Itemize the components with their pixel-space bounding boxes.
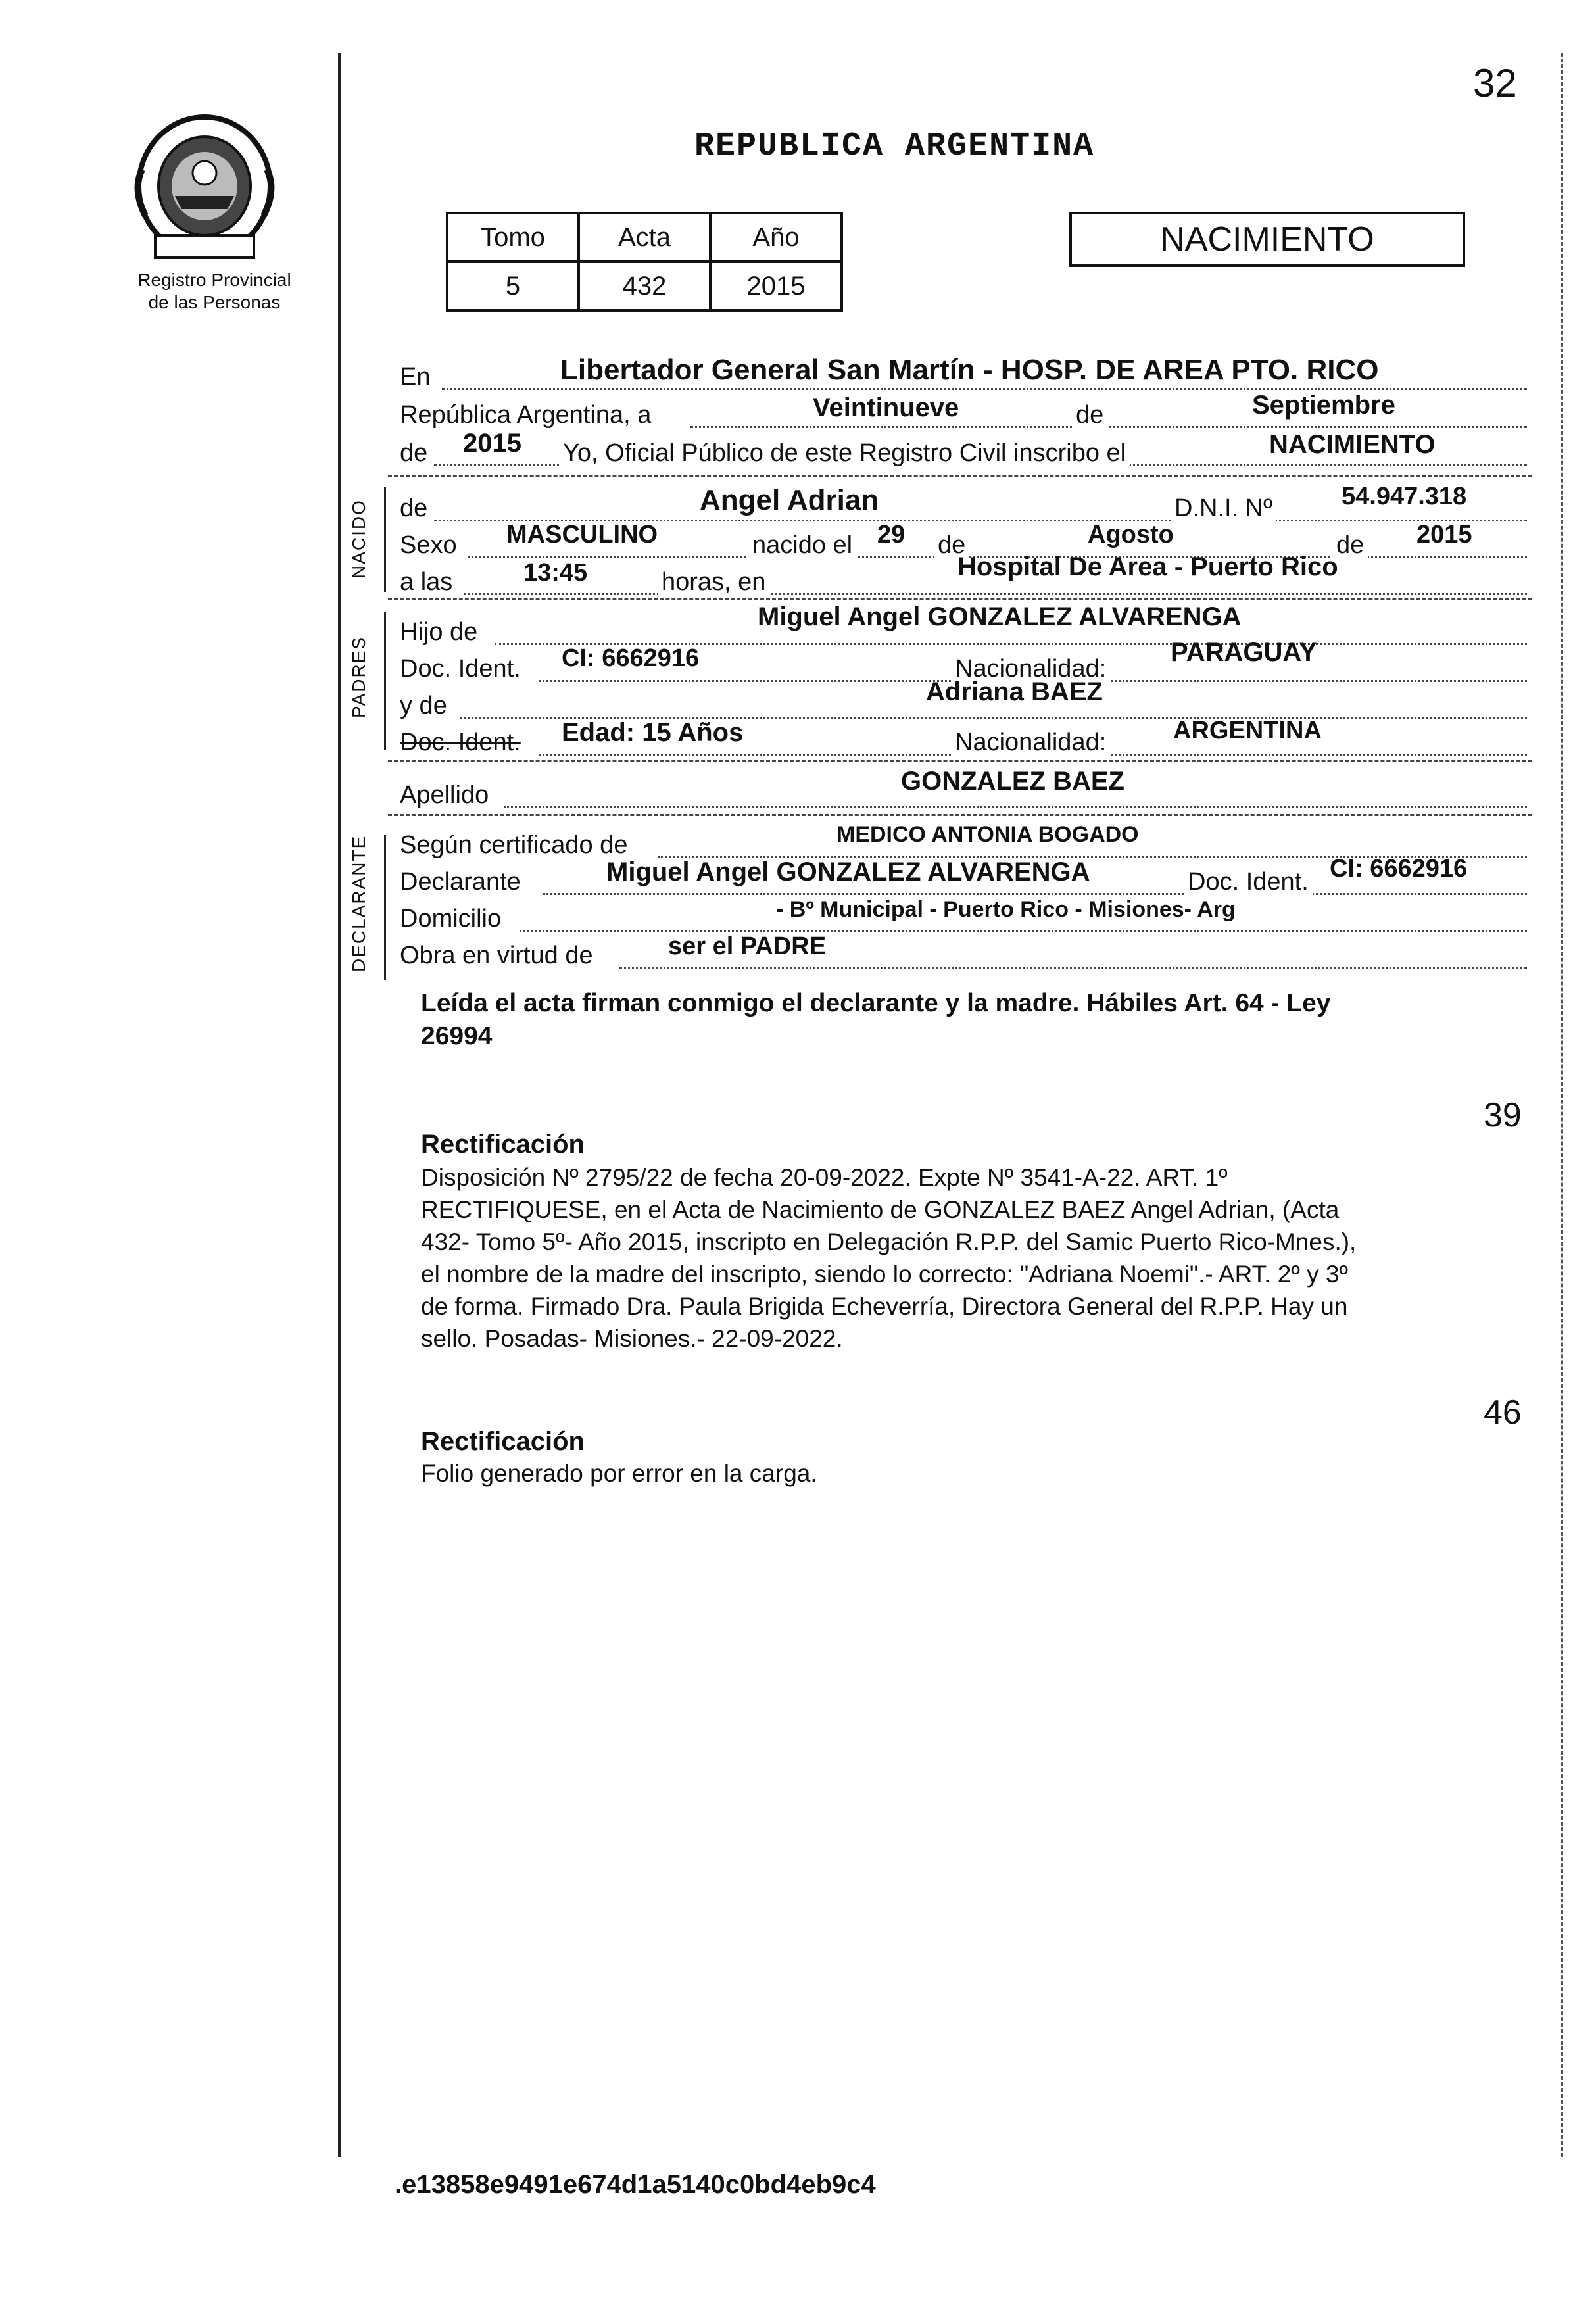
birth-time: 13:45 — [523, 559, 588, 587]
provincial-seal-icon — [129, 110, 280, 268]
apellido-value: GONZALEZ BAEZ — [901, 767, 1124, 796]
declarante-doc: CI: 6662916 — [1330, 855, 1468, 883]
left-margin-line — [338, 53, 341, 2157]
section-divider — [388, 598, 1532, 600]
rect1-line: Disposición Nº 2795/22 de fecha 20-09-2022. Expte Nº 3541-A-22. ART. 1º — [421, 1164, 1228, 1191]
domicilio-value: - Bº Municipal - Puerto Rico - Misiones- Arg — [776, 897, 1236, 922]
father-doc-label: Doc. Ident. — [400, 655, 521, 683]
birth-year: 2015 — [1416, 521, 1472, 548]
rect1-line: sello. Posadas- Misiones.- 22-09-2022. — [421, 1325, 843, 1352]
nacido-el-label: nacido el — [748, 531, 856, 560]
section-divider — [388, 760, 1532, 762]
declarante-label: Declarante — [400, 868, 521, 896]
alas-label: a las — [400, 568, 453, 596]
rect1-line: de forma. Firmado Dra. Paula Brigida Echeverría, Directora General del R.P.P. Hay un — [421, 1293, 1348, 1320]
place-value: Libertador General San Martín - HOSP. DE AREA PTO. RICO — [560, 354, 1379, 386]
father-nat-label: Nacionalidad: — [951, 655, 1110, 683]
rect1-body — [421, 1161, 1526, 1355]
rect2-title: Rectificación — [421, 1427, 585, 1456]
birth-place: Hospital De Area - Puerto Rico — [957, 552, 1338, 581]
table-header-acta: Acta — [579, 213, 710, 262]
section-divider — [388, 814, 1532, 816]
sexo-value: MASCULINO — [506, 521, 658, 548]
horas-label: horas, en — [658, 568, 769, 596]
document-title: REPUBLICA ARGENTINA — [694, 128, 1095, 165]
domicilio-label: Domicilio — [400, 905, 502, 932]
dotted-line — [690, 426, 1527, 428]
de2-label: de — [400, 439, 428, 467]
certificado-value: MEDICO ANTONIA BOGADO — [836, 822, 1139, 847]
de-label-2: de — [934, 531, 969, 560]
table-value-ano: 2015 — [710, 262, 842, 310]
nacido-de-label: de — [400, 495, 428, 522]
table-value-tomo: 5 — [447, 262, 579, 310]
register-table — [446, 212, 843, 312]
table-header-ano: Año — [710, 213, 842, 262]
rect2-body: Folio generado por error en la carga. — [421, 1460, 817, 1487]
rect1-line: el nombre de la madre del inscripto, siendo lo correcto: "Adriana Noemi".- ART. 2º y 3º — [421, 1261, 1348, 1288]
year-value: 2015 — [463, 429, 521, 458]
en-label: En — [400, 363, 431, 391]
dotted-line — [504, 806, 1527, 808]
seal-caption-line2: de las Personas — [148, 292, 281, 312]
declarante-doc-label: Doc. Ident. — [1184, 868, 1313, 896]
declarante-section-label: DECLARANTE — [349, 835, 369, 972]
mother-doc-label: Doc. Ident. — [400, 729, 521, 756]
mother-nat-label: Nacionalidad: — [951, 729, 1110, 757]
dni-label: D.N.I. Nº — [1171, 495, 1276, 523]
mother-doc: Edad: 15 Años — [562, 718, 744, 747]
rect1-line: RECTIFIQUESE, en el Acta de Nacimiento de GONZALEZ BAEZ Angel Adrian, (Acta — [421, 1196, 1340, 1223]
section-bracket — [384, 835, 386, 980]
father-doc: CI: 6662916 — [562, 644, 700, 672]
registered-value: NACIMIENTO — [1269, 430, 1436, 459]
hijo-label: Hijo de — [400, 618, 478, 646]
type-box: NACIMIENTO — [1069, 212, 1465, 267]
dotted-line — [543, 893, 1527, 895]
nacido-section-label: NACIDO — [349, 499, 369, 579]
dotted-line — [520, 930, 1527, 932]
child-name: Angel Adrian — [700, 484, 879, 516]
rect1-title: Rectificación — [421, 1130, 585, 1159]
right-edge-line — [1561, 53, 1563, 2157]
day-value: Veintinueve — [813, 393, 959, 422]
yo-text: Yo, Oficial Público de este Registro Civil inscribo el — [559, 439, 1130, 468]
rect1-number: 39 — [1484, 1096, 1522, 1134]
section-bracket — [384, 612, 386, 750]
apellido-label: Apellido — [400, 781, 489, 809]
section-bracket — [384, 487, 386, 592]
mother-name: Adriana BAEZ — [926, 677, 1103, 706]
father-nationality: PARAGUAY — [1171, 638, 1317, 667]
dotted-line — [464, 593, 1527, 595]
seal-caption-line1: Registro Provincial — [137, 270, 291, 290]
dni-value: 54.947.318 — [1342, 483, 1467, 510]
birth-month: Agosto — [1088, 521, 1174, 548]
table-header-tomo: Tomo — [447, 213, 579, 262]
obra-value: ser el PADRE — [668, 932, 827, 960]
padres-section-label: PADRES — [349, 635, 369, 718]
birth-day: 29 — [877, 521, 906, 548]
section-divider — [388, 475, 1532, 477]
table-value-acta: 432 — [579, 262, 710, 310]
closing-line2: 26994 — [421, 1022, 493, 1050]
declarante-value: Miguel Angel GONZALEZ ALVARENGA — [606, 858, 1090, 886]
dotted-line — [442, 388, 1527, 390]
sexo-label: Sexo — [400, 531, 457, 559]
father-name: Miguel Angel GONZALEZ ALVARENGA — [758, 602, 1242, 631]
month-value: Septiembre — [1252, 391, 1395, 420]
rect2-number: 46 — [1484, 1393, 1522, 1432]
footer-hash: .e13858e9491e674d1a5140c0bd4eb9c4 — [395, 2170, 876, 2199]
closing-line1: Leída el acta firman conmigo el declarante y la madre. Hábiles Art. 64 - Ley — [421, 989, 1331, 1017]
dotted-line — [619, 967, 1527, 969]
page-number: 32 — [1473, 61, 1517, 105]
republic-label: República Argentina, a — [400, 401, 652, 429]
de-label: de — [1072, 401, 1107, 429]
certificado-label: Según certificado de — [400, 831, 628, 859]
de-label-3: de — [1332, 531, 1368, 560]
obra-label: Obra en virtud de — [400, 942, 593, 969]
yde-label: y de — [400, 692, 447, 719]
rect1-line: 432- Tomo 5º- Año 2015, inscripto en Delegación R.P.P. del Samic Puerto Rico-Mnes.), — [421, 1228, 1357, 1255]
mother-nationality: ARGENTINA — [1173, 717, 1322, 744]
